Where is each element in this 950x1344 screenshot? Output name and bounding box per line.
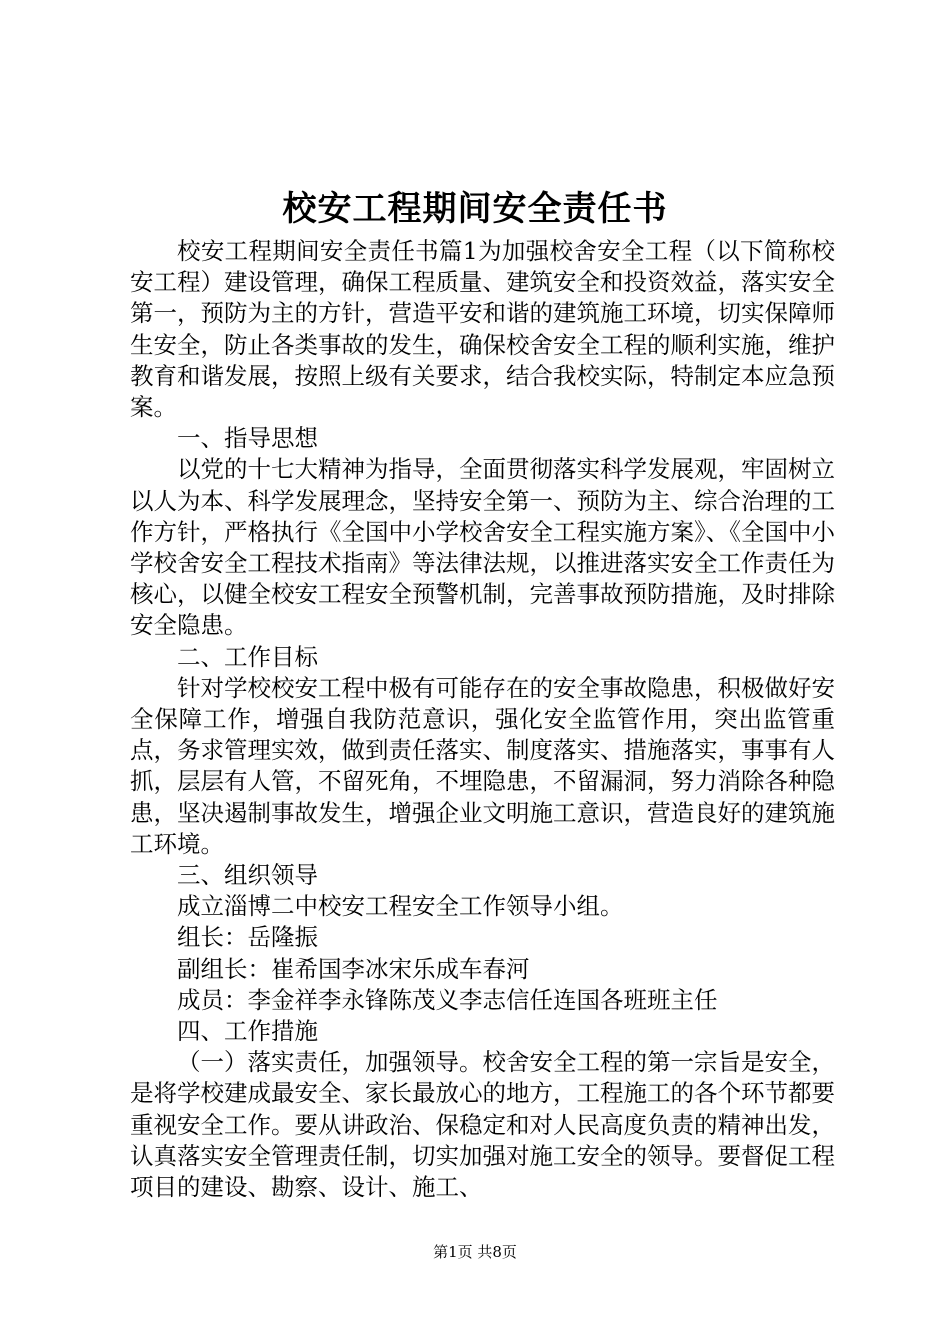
guiding-ideology-paragraph: 以党的十七大精神为指导，全面贯彻落实科学发展观，牢固树立以人为本、科学发展理念，坚持安全第一、预防为主、综合治理的工作方针，严格执行《全国中小学校舍安全工程实施方案》、《全国中小学校舍安全工程技术指南》等法律法规，以推进落实安全工作责任为核心，以健全校安工程安全预警机制，完善事故预防措施，及时排除安全隐患。 [130,455,835,640]
section-heading-measures: 四、工作措施 [177,1017,318,1046]
intro-paragraph: 校安工程期间安全责任书篇1为加强校舍安全工程（以下简称校安工程）建设管理，确保工程质量、建筑安全和投资效益，落实安全第一，预防为主的方针，营造平安和谐的建筑施工环境，切实保障师生安全，防止各类事故的发生，确保校舍安全工程的顺利实施，维护教育和谐发展，按照上级有关要求，结合我校实际，特制定本应急预案。 [130,237,835,422]
page-footer: 第1页 共8页 [433,1243,517,1261]
work-goals-paragraph: 针对学校校安工程中极有可能存在的安全事故隐患，积极做好安全保障工作，增强自我防范意识，强化安全监管作用，突出监管重点，务求管理实效，做到责任落实、制度落实、措施落实，事事有人抓，层层有人管，不留死角，不埋隐患，不留漏洞，努力消除各种隐患，坚决遏制事故发生，增强企业文明施工意识，营造良好的建筑施工环境。 [130,673,835,858]
deputy-leader-line: 副组长：崔希国李冰宋乐成车春河 [177,954,530,983]
members-line: 成员：李金祥李永锋陈茂义李志信任连国各班班主任 [177,985,718,1014]
document-title: 校安工程期间安全责任书 [282,189,668,229]
organization-paragraph: 成立淄博二中校安工程安全工作领导小组。 [177,892,624,921]
measures-paragraph: （一）落实责任，加强领导。校舍安全工程的第一宗旨是安全，是将学校建成最安全、家长最放心的地方，工程施工的各个环节都要重视安全工作。要从讲政治、保稳定和对人民高度负责的精神出发，认真落实安全管理责任制，切实加强对施工安全的领导。要督促工程项目的建设、勘察、设计、施工、 [130,1048,835,1202]
document-body [130,236,835,1203]
section-heading-organization: 三、组织领导 [177,861,318,890]
section-heading-work-goals: 二、工作目标 [177,642,318,671]
group-leader-line: 组长：岳隆振 [177,923,318,952]
section-heading-guiding-ideology: 一、指导思想 [177,424,318,453]
